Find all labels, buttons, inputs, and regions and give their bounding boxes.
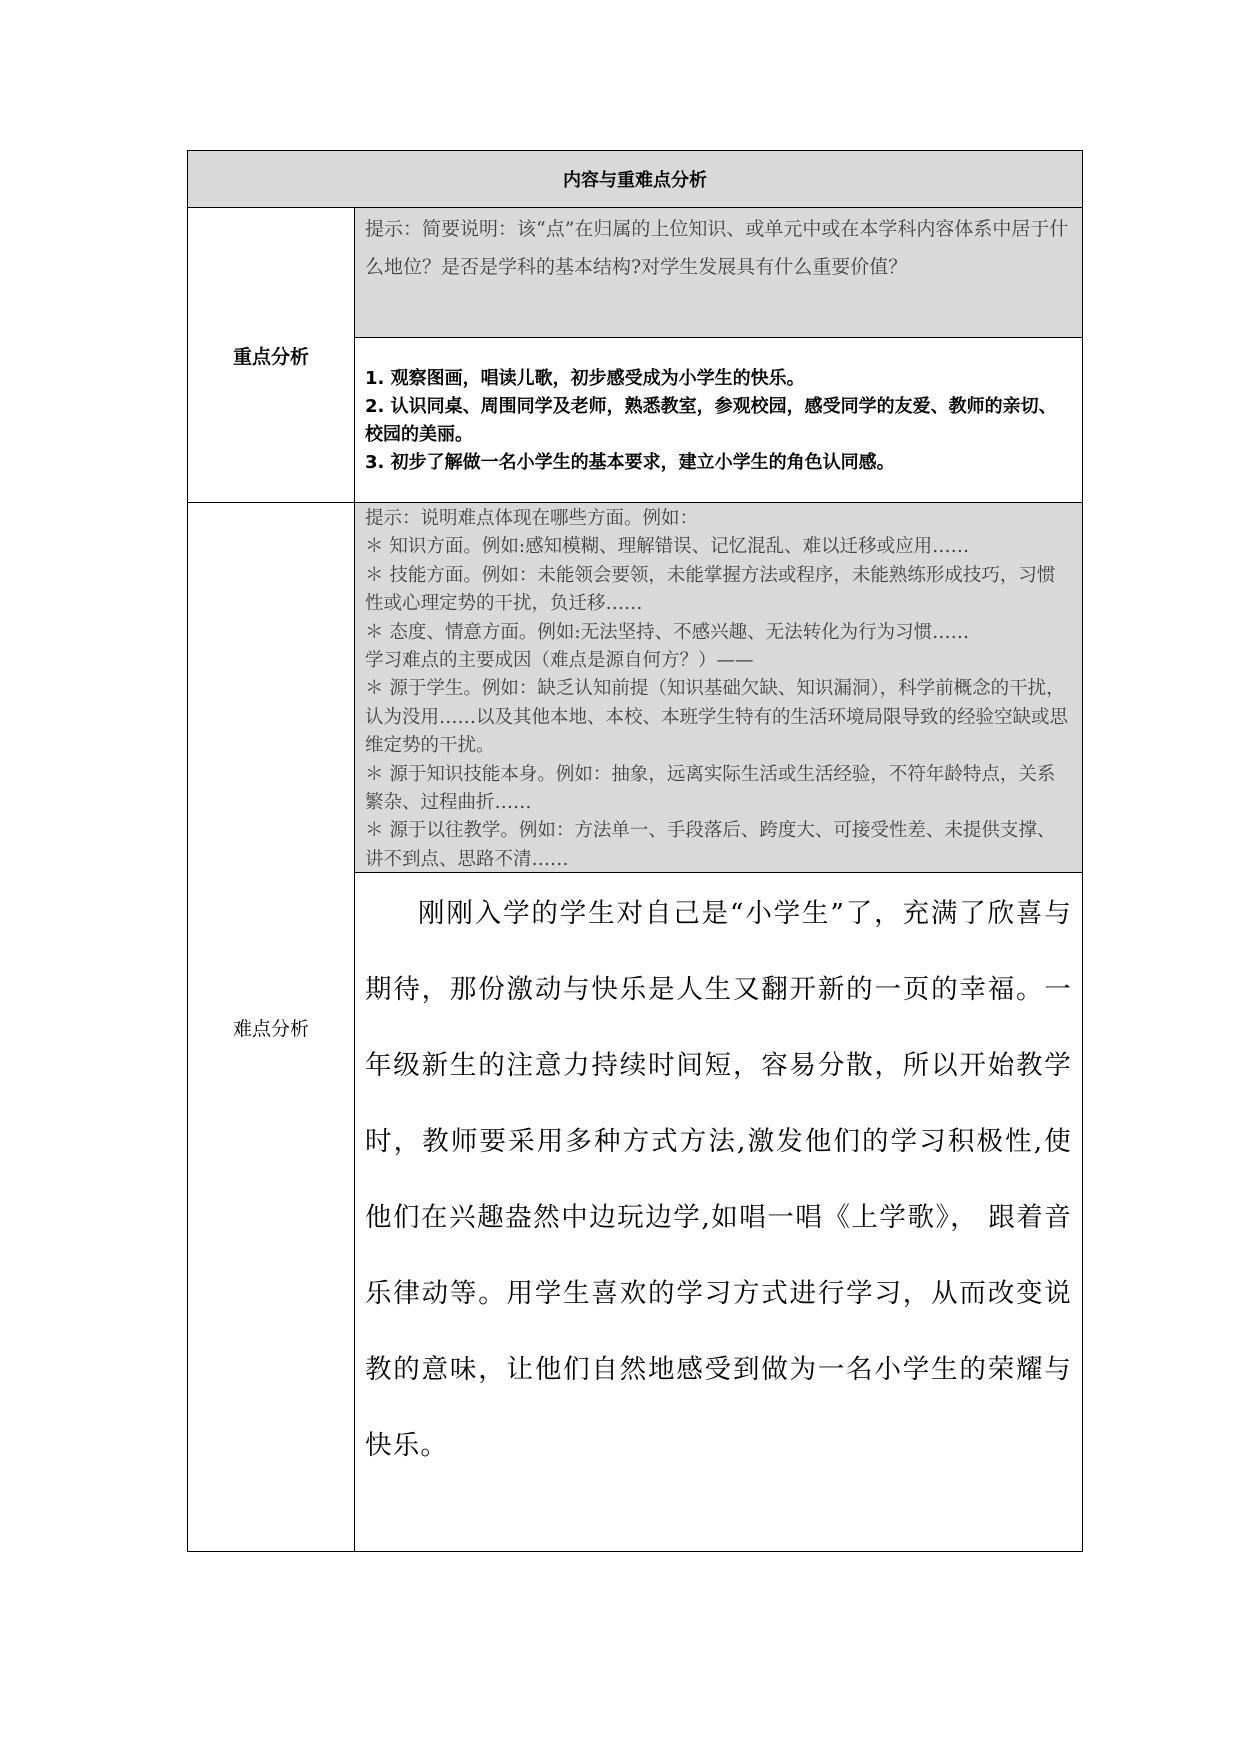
- difficulty-analysis-label: 难点分析: [188, 503, 355, 1551]
- difficulty-analysis-hint: [355, 503, 1082, 873]
- hint-line: ＊ 知识方面。例如:感知模糊、理解错误、记忆混乱、难以迁移或应用……: [365, 536, 970, 558]
- difficulty-analysis-content: [355, 873, 1082, 1551]
- key-analysis-hint: 提示：简要说明：该“点”在归属的上位知识、或单元中或在本学科内容体系中居于什么地位？是否是学科的基本结构?对学生发展具有什么重要价值？: [355, 208, 1082, 338]
- hint-line: 学习难点的主要成因（难点是源自何方？）——: [365, 650, 754, 672]
- hint-line: ＊ 源于知识技能本身。例如：抽象，远离实际生活或生活经验，不符年龄特点，关系繁杂、过程曲折……: [365, 763, 1056, 814]
- hint-line: ＊ 源于学生。例如：缺乏认知前提（知识基础欠缺、知识漏洞），科学前概念的干扰，认为没用……以及其他本地、本校、本班学生特有的生活环境局限导致的经验空缺或思维定势的干扰。: [365, 678, 1069, 757]
- hint-line: ＊ 技能方面。例如：未能领会要领，未能掌握方法或程序，未能熟练形成技巧，习惯性或心理定势的干扰，负迁移……: [365, 564, 1056, 615]
- table-header: 内容与重难点分析: [188, 151, 1082, 208]
- hint-line: ＊ 态度、情意方面。例如:无法坚持、不感兴趣、无法转化为行为习惯……: [365, 621, 970, 643]
- key-point-item: 1. 观察图画，唱读儿歌，初步感受成为小学生的快乐。: [365, 368, 805, 389]
- hint-line: ＊ 源于以往教学。例如：方法单一、手段落后、跨度大、可接受性差、未提供支撑、讲不到点、思路不清……: [365, 820, 1056, 870]
- key-point-item: 2. 认识同桌、周围同学及老师，熟悉教室，参观校园，感受同学的友爱、教师的亲切、校园的美丽。: [365, 396, 1057, 445]
- analysis-table: [187, 150, 1083, 1552]
- key-analysis-label: 重点分析: [188, 208, 355, 503]
- key-analysis-content: [355, 338, 1082, 503]
- key-point-item: 3. 初步了解做一名小学生的基本要求，建立小学生的角色认同感。: [365, 452, 895, 473]
- hint-line: 提示：说明难点体现在哪些方面。例如：: [365, 508, 699, 529]
- difficulty-paragraph: 刚刚入学的学生对自己是“小学生”了，充满了欣喜与期待，那份激动与快乐是人生又翻开新的一页的幸福。一年级新生的注意力持续时间短，容易分散，所以开始教学时，教师要采用多种方式方法,激发他们的学习积极性,使他们在兴趣盎然中边玩边学,如唱一唱《上学歌》， 跟着音乐律动等。用学生喜欢的学习方式进行学习，从而改变说教的意味，让他们自然地感受到做为一名小学生的荣耀与快乐。: [365, 898, 1072, 1461]
